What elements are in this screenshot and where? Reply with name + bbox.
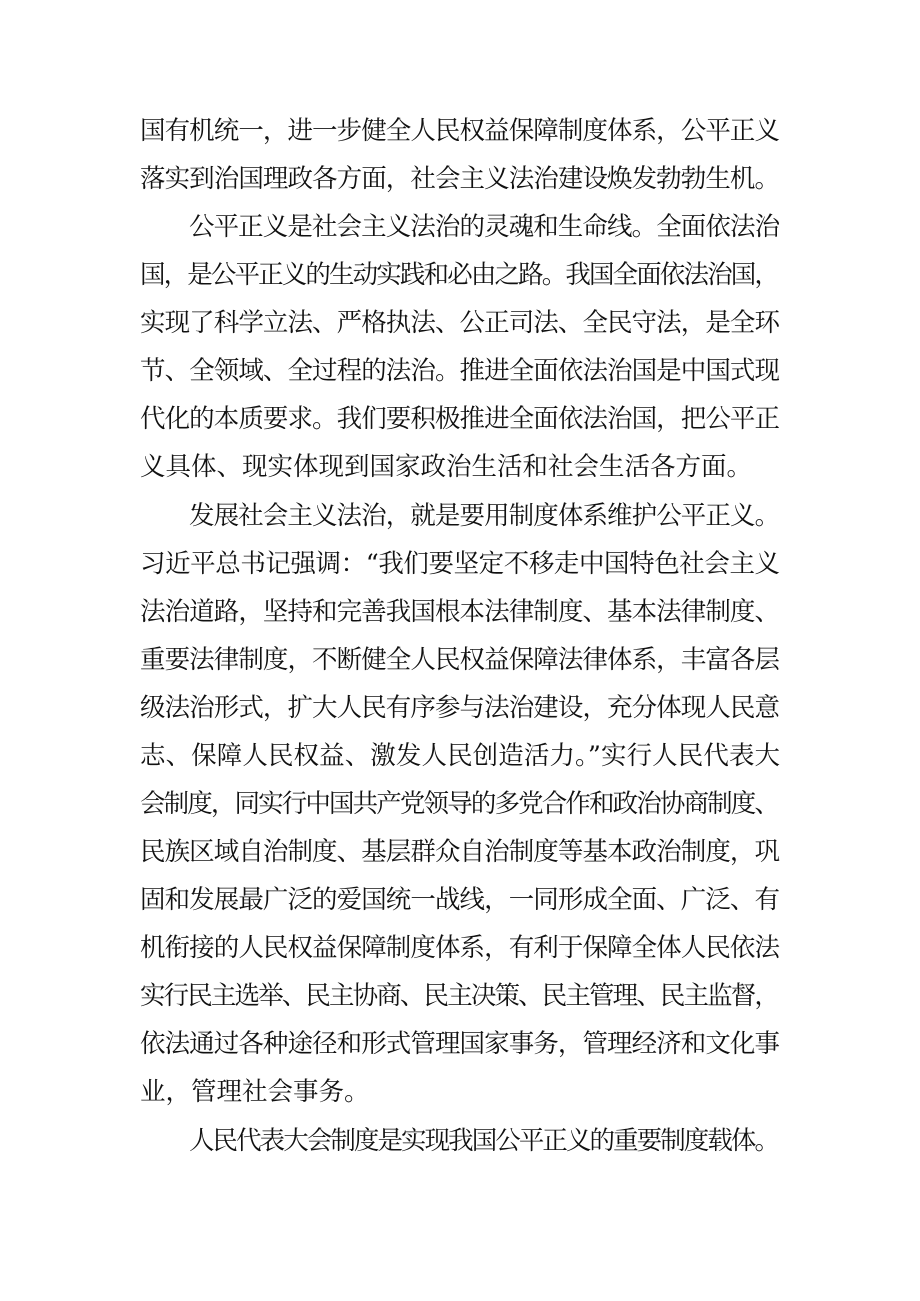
text-line: 固和发展最广泛的爱国统一战线，一同形成全面、广泛、有 [140,885,780,915]
text-line: 发展社会主义法治，就是要用制度体系维护公平正义。 [189,501,780,531]
text-line: 落实到治国理政各方面，社会主义法治建设焕发勃勃生机。 [140,164,780,194]
text-line: 志、保障人民权益、激发人民创造活力。”实行人民代表大 [140,741,781,771]
text-line: 民族区域自治制度、基层群众自治制度等基本政治制度，巩 [140,837,780,867]
text-line: 习近平总书记强调：“我们要坚定不移走中国特色社会主义 [140,549,780,579]
text-line: 机衔接的人民权益保障制度体系，有利于保障全体人民依法 [140,933,780,963]
text-line: 实行民主选举、民主协商、民主决策、民主管理、民主监督， [140,981,779,1011]
text-line: 重要法律制度，不断健全人民权益保障法律体系，丰富各层 [140,645,780,675]
text-line: 业，管理社会事务。 [140,1077,370,1107]
text-line: 公平正义是社会主义法治的灵魂和生命线。全面依法治 [189,212,780,242]
text-line: 义具体、现实体现到国家政治生活和社会生活各方面。 [140,452,753,482]
text-line: 法治道路，坚持和完善我国根本法律制度、基本法律制度、 [140,597,780,627]
text-line: 级法治形式，扩大人民有序参与法治建设，充分体现人民意 [140,693,780,723]
text-line: 人民代表大会制度是实现我国公平正义的重要制度载体。 [189,1126,779,1156]
text-line: 代化的本质要求。我们要积极推进全面依法治国，把公平正 [140,404,780,434]
text-line: 节、全领域、全过程的法治。推进全面依法治国是中国式现 [140,356,780,386]
text-line: 实现了科学立法、严格执法、公正司法、全民守法，是全环 [140,308,780,338]
text-line: 国，是公平正义的生动实践和必由之路。我国全面依法治国， [140,260,779,290]
text-line: 依法通过各种途径和形式管理国家事务，管理经济和文化事 [140,1029,780,1059]
text-line: 会制度，同实行中国共产党领导的多党合作和政治协商制度、 [140,789,779,819]
text-line: 国有机统一，进一步健全人民权益保障制度体系，公平正义 [140,116,780,146]
